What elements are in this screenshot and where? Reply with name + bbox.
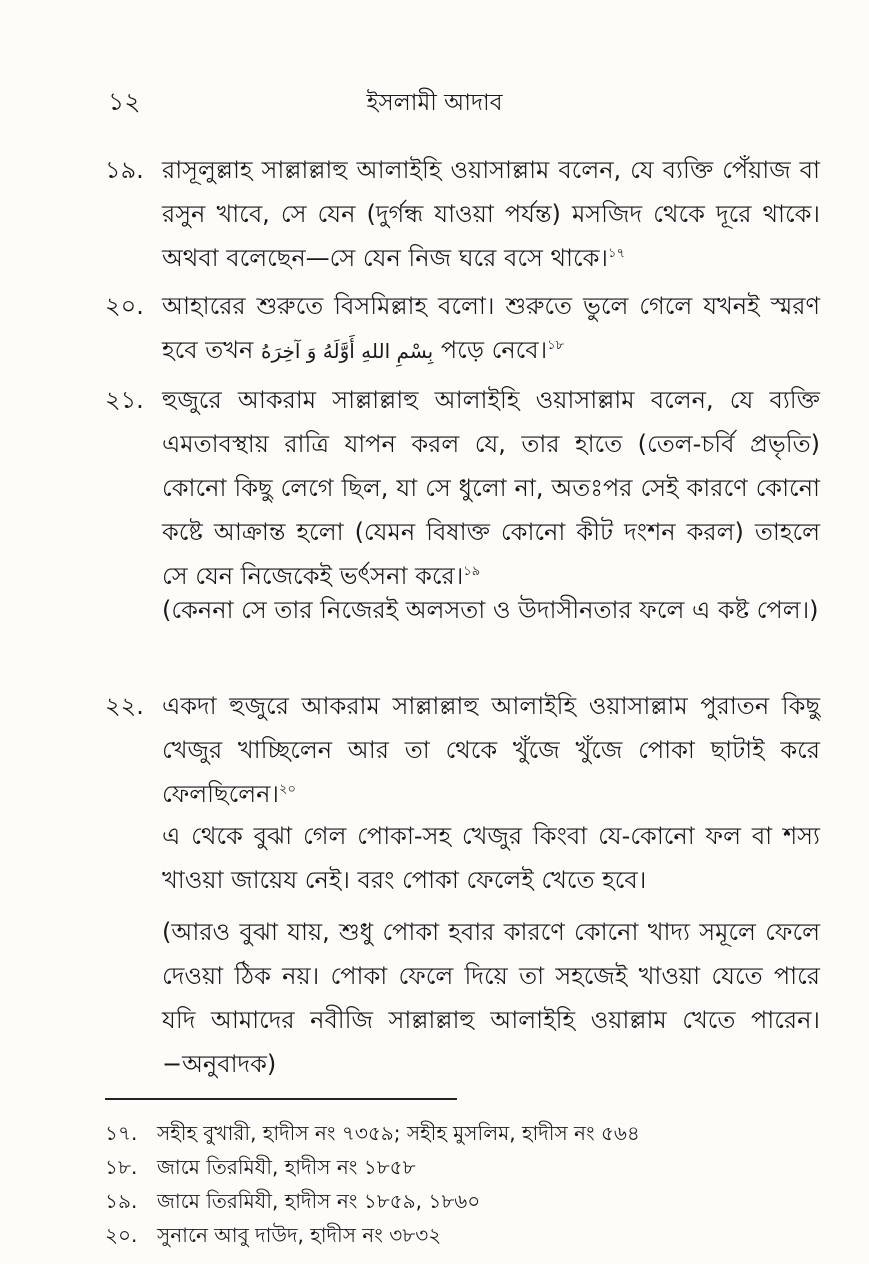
footnote-20: ২০. সুনানে আবু দাউদ, হাদীস নং ৩৮৩২: [105, 1223, 442, 1247]
arabic-dua: بِسْمِ اللهِ أَوَّلَهُ وَ آخِرَهُ: [260, 339, 434, 363]
item-number: ২১.: [105, 386, 144, 414]
footnote-18: ১৮. জামে তিরমিযী, হাদীস নং ১৮৫৮: [105, 1155, 416, 1179]
item-number: ২২.: [105, 692, 144, 720]
item-number: ২০.: [105, 292, 144, 320]
footnote-17: ১৭. সহীহ বুখারী, হাদীস নং ৭৩৫৯; সহীহ মুসলিম, হাদীস নং ৫৬৪: [105, 1121, 640, 1145]
item-21-note: (কেননা সে তার নিজেরই অলসতা ও উদাসীনতার ফলে এ কষ্ট পেল।): [162, 596, 819, 624]
footnote-ref: ২০: [279, 782, 296, 797]
item-22-note-2: (আরও বুঝা যায়, শুধু পোকা হবার কারণে কোনো খাদ্য সমূলে ফেলে দেওয়া ঠিক নয়। পোকা ফেলে দিয়ে তা সহজেই খাওয়া যেতে পারে যদি আমাদের নবীজি সাল্লাল্লাহু আলাইহি ওয়াল্লাম খেতে পারেন। −অনুবাদক): [162, 918, 820, 1078]
hadith-item-20: [105, 284, 820, 373]
running-title: ইসলামী আদাব: [366, 90, 503, 116]
hadith-item-19: [105, 148, 820, 280]
hadith-item-21: [105, 378, 820, 598]
footnote-divider: [105, 1098, 457, 1100]
item-text: রাসূলুল্লাহ সাল্লাল্লাহু আলাইহি ওয়াসাল্লাম বলেন, যে ব্যক্তি পেঁয়াজ বা রসুন খাবে, সে যেন (দুর্গন্ধ যাওয়া পর্যন্ত) মসজিদ থেকে দূরে থাকে। অথবা বলেছেন—সে যেন নিজ ঘরে বসে থাকে।$^{১৭}$: [162, 156, 820, 272]
page-number: ১২: [108, 87, 141, 116]
item-number: ১৯.: [105, 156, 144, 184]
item-text: আহারের শুরুতে বিসমিল্লাহ বলো। শুরুতে ভুলে গেলে যখনই স্মরণ হবে তখন بِسْمِ اللهِ أَوَّلَهُ وَ آخِرَهُ পড়ে নেবে।$^{১৮}$: [162, 292, 820, 364]
item-text: হুজুরে আকরাম সাল্লাল্লাহু আলাইহি ওয়াসাল্লাম বলেন, যে ব্যক্তি এমতাবস্থায় রাত্রি যাপন করল যে, তার হাতে (তেল-চর্বি প্রভৃতি) কোনো কিছু লেগে ছিল, যা সে ধুলো না, অতঃপর সেই কারণে কোনো কষ্টে আক্রান্ত হলো (যেমন বিষাক্ত কোনো কীট দংশন করল) তাহলে সে যেন নিজেকেই ভর্ৎসনা করে।$^{১৯}$: [162, 386, 820, 590]
footnote-ref: ১৯: [463, 564, 481, 579]
item-22-note-1: এ থেকে বুঝা গেল পোকা-সহ খেজুর কিংবা যে-কোনো ফল বা শস্য খাওয়া জায়েয নেই। বরং পোকা ফেলেই খেতে হবে।: [162, 822, 820, 894]
footnote-ref: ১৭: [608, 246, 625, 261]
footnote-19: ১৯. জামে তিরমিযী, হাদীস নং ১৮৫৯, ১৮৬০: [105, 1189, 481, 1213]
page-header: [0, 82, 869, 122]
hadith-item-22: [105, 684, 820, 816]
item-text: একদা হুজুরে আকরাম সাল্লাল্লাহু আলাইহি ওয়াসাল্লাম পুরাতন কিছু খেজুর খাচ্ছিলেন আর তা থেকে খুঁজে খুঁজে পোকা ছাটাই করে ফেলছিলেন।$^{২০}$: [162, 692, 820, 808]
footnote-ref: ১৮: [547, 338, 565, 353]
